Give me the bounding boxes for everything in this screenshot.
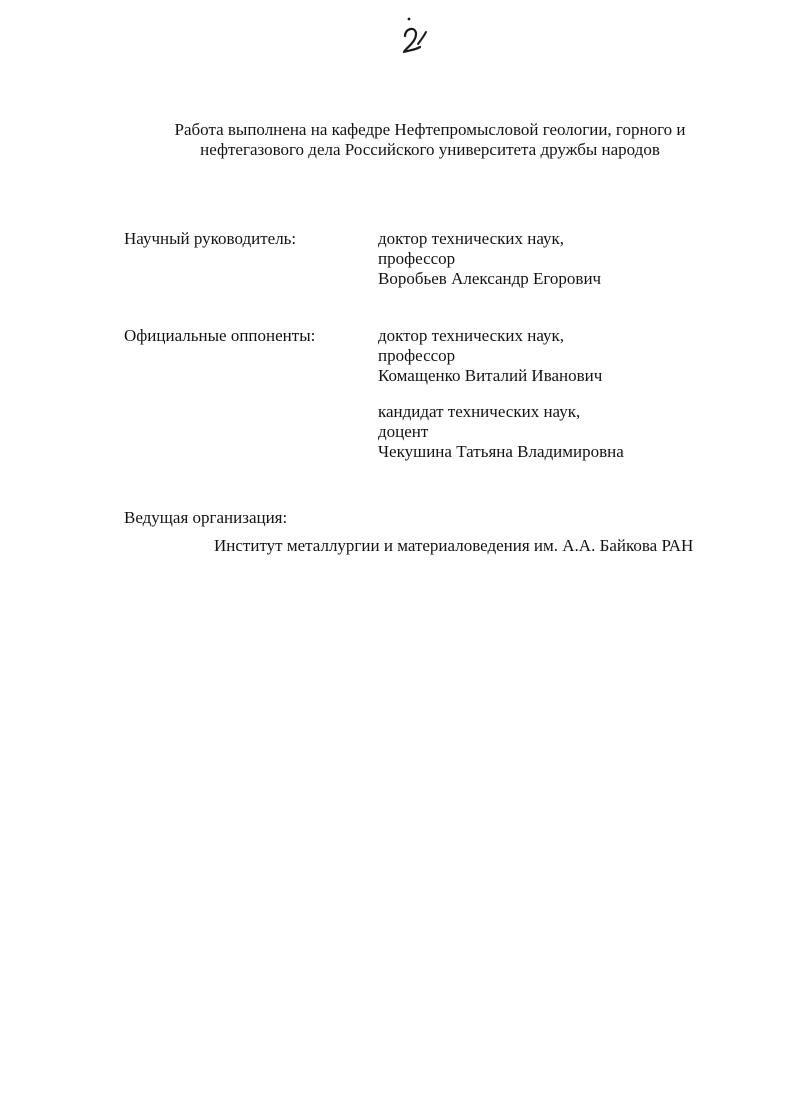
intro-paragraph [0,120,793,160]
opponent-2-info [378,402,624,462]
opponent-1-name: Комащенко Виталий Иванович [378,366,603,385]
intro-line-2: нефтегазового дела Российского университета дружбы народов [200,140,660,159]
intro-line-1: Работа выполнена на кафедре Нефтепромысловой геологии, горного и [174,120,686,139]
opponent-1-degree: доктор технических наук, [378,326,565,345]
opponent-2-degree: кандидат технических наук, [378,402,581,421]
opponent-2-name: Чекушина Татьяна Владимировна [378,442,624,461]
supervisor-title: профессор [378,249,456,268]
supervisor-info [378,229,601,289]
opponent-1-title: профессор [378,346,456,365]
leading-org-label: Ведущая организация: [124,508,288,527]
handwritten-page-number [400,14,440,58]
handwritten-number-glyph [400,14,440,58]
leading-org-name: Институт металлургии и материаловедения им. А.А. Байкова РАН [214,536,694,555]
opponent-1-info [378,326,602,386]
opponents-label: Официальные оппоненты: [124,326,316,345]
supervisor-name: Воробьев Александр Егорович [378,269,602,288]
supervisor-degree: доктор технических наук, [378,229,565,248]
opponent-2-title: доцент [378,422,429,441]
supervisor-label: Научный руководитель: [124,229,297,248]
